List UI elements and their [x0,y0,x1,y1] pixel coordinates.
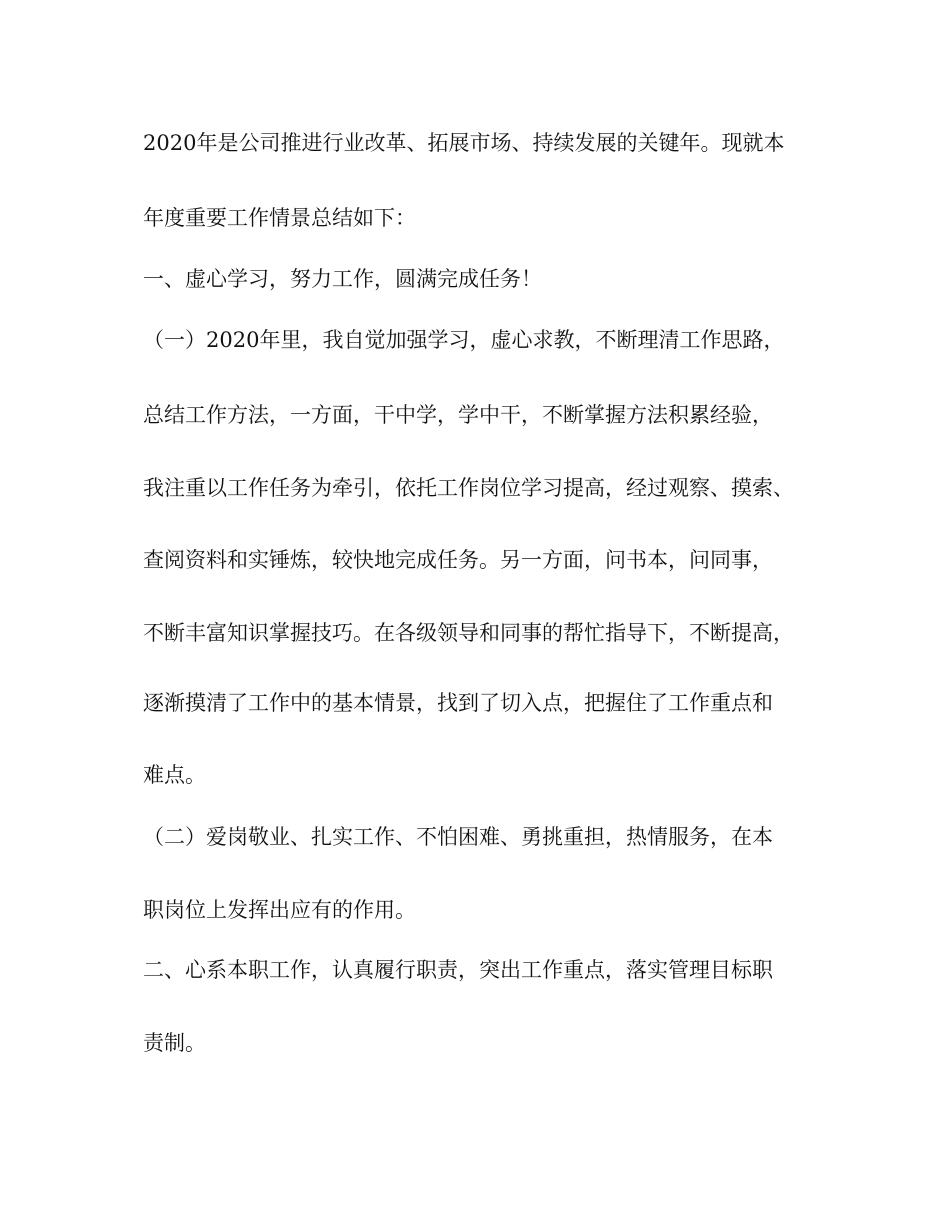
text-line: 总结工作方法，一方面，干中学，学中干，不断掌握方法积累经验， [143,403,773,427]
text-line: 职岗位上发挥出应有的作用。 [143,898,416,922]
text-line: 逐渐摸清了工作中的基本情景，找到了切入点，把握住了工作重点和 [143,691,773,715]
text-line: 2020年是公司推进行业改革、拓展市场、持续发展的关键年。现就本 [143,131,785,155]
text-line: 责制。 [143,1031,206,1055]
section-heading: 一、虚心学习，努力工作，圆满完成任务！ [143,267,542,291]
text-line: 不断丰富知识掌握技巧。在各级领导和同事的帮忙指导下，不断提高， [143,621,794,645]
text-line: （二）爱岗敬业、扎实工作、不怕困难、勇挑重担，热情服务，在本 [143,825,773,849]
text-line: 难点。 [143,763,206,787]
text-line: （一）2020年里，我自觉加强学习，虚心求教，不断理清工作思路， [143,328,785,352]
text-line: 年度重要工作情景总结如下： [143,206,416,230]
text-line: 查阅资料和实锤炼，较快地完成任务。另一方面，问书本，问同事， [143,548,773,572]
section-heading: 二、心系本职工作，认真履行职责，突出工作重点，落实管理目标职 [143,958,773,982]
text-line: 我注重以工作任务为牵引，依托工作岗位学习提高，经过观察、摸索、 [143,476,794,500]
